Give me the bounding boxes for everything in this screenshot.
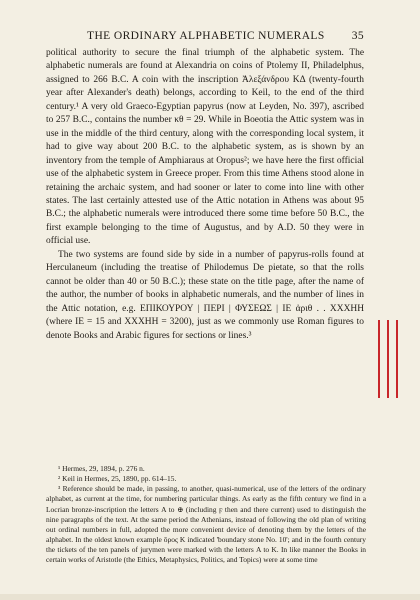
text-line: ΧΧΧΗΗ = 3200), just as we commonly use Roman figures (124, 317, 354, 328)
paragraph-1 (46, 47, 364, 249)
text-line: 200 B.C. to the alphabetic system, as is shown by an inventory (46, 142, 365, 166)
paragraph-2 (46, 249, 364, 343)
text-line: the first official use of the alphabetic system in Greece proper. (46, 155, 365, 180)
text-line: From this time Athens stood alone in retaining the archaic (46, 169, 364, 193)
margin-mark-line (387, 320, 389, 398)
footnote-3: ³ Reference should be made, in passing, to another, quasi-numerical, use of the letters of the ordinary alphabet, as current at the time, for numbering particular things. As early as the fifth century we find in a Locrian bronze-inscription the letters Α to ⊕ (including ϝ then and there current) used to distinguish the nine paragraphs of the text. At the same period the Athenians, instead of following the old plan of writing out ordinal numbers in full, adopted the more convenient device of denoting them by the letters of the alphabet. In the oldest known example ὅρος Κ indicated 'boundary stone No. 10'; and in the fourth century the tickets of the ten panels of jurymen were marked with the letters Α to Κ. In like manner the Books in certain works of Aristotle (the Ethics, Metaphysics, Politics, and Topics) were at some time (46, 484, 366, 565)
text-line: belonging to the time of Augustus, and by A.D. 50 they were (101, 222, 353, 233)
text-line: political authority to secure the final triumph of the alphabetic (46, 48, 310, 58)
margin-mark-line (396, 320, 398, 398)
text-line: to denote Books and Arabic figures for sections or lines.³ (46, 317, 365, 341)
text-line: system. The alphabetic numerals are found at Alexandria (46, 48, 365, 72)
text-line: ΠΕΡΙ | ΦΥΣΕΩΣ | ΙΕ ἀριθ . . ΧΧΧΗΗ (where ΙΕ = 15 and (46, 303, 365, 328)
text-line: year after Alexander's death) belongs, according to Keil, to (46, 88, 282, 99)
page-number: 35 (351, 30, 364, 42)
text-line: A coin with the inscription Ἀλεξάνδρου ΚΔ (twenty-fourth (131, 74, 364, 85)
text-line: papyrus (now at Leyden, No. 397), ascribed to 257 B.C., (46, 101, 365, 126)
footnote-2: ² Keil in Hermes, 25, 1890, pp. 614–15. (58, 474, 177, 484)
text-line: system, and had sooner or later to come into line with other (128, 182, 365, 193)
page-edge (0, 594, 420, 600)
text-line: the author, the number of books in alphabetic numerals, and (46, 290, 277, 301)
running-header (48, 30, 364, 42)
text-line: the end of the third century.¹ A very old Graeco-Egyptian (46, 88, 364, 112)
text-line: on coins of Ptolemy II, Philadelphus, assigned to 266 B.C. (46, 61, 365, 85)
text-line: of Philodemus De pietate, so that the rolls cannot be older than (46, 263, 364, 287)
text-line: the number of lines in the Attic notation, e.g. ΕΠΙΚΟΥΡΟΥ | (46, 290, 365, 314)
text-line: The two systems are found side by side in a number of (58, 249, 276, 260)
text-line: contains the number κθ = 29. While in Boeotia the Attic (94, 115, 309, 126)
text-line: in official use. (46, 222, 365, 247)
running-title: THE ORDINARY ALPHABETIC NUMERALS (87, 30, 325, 42)
text-line: with the corresponding local system, it had to give way about (46, 128, 365, 153)
main-text (46, 47, 364, 343)
footnotes (46, 464, 366, 566)
margin-mark-line (378, 320, 380, 398)
text-line: states. The last certainly attested use of the Attic notation (46, 195, 270, 206)
footnote-1: ¹ Hermes, 29, 1894, p. 276 n. (58, 464, 145, 473)
text-line: introduced there some time before 50 B.C., the first example (46, 209, 365, 233)
text-line: 40 or 50 B.C.); these state on the title page, after the name of (127, 276, 364, 287)
text-line: from the temple of Amphiaraus at Oropus²; we have here (84, 155, 303, 166)
text-line: in Athens was about 95 B.C.; the alphabetic numerals were (46, 195, 365, 220)
text-line: system was in use in the middle of the third century, along (46, 115, 364, 139)
text-line: papyrus-rolls found at Herculaneum (including the treatise (46, 249, 364, 274)
